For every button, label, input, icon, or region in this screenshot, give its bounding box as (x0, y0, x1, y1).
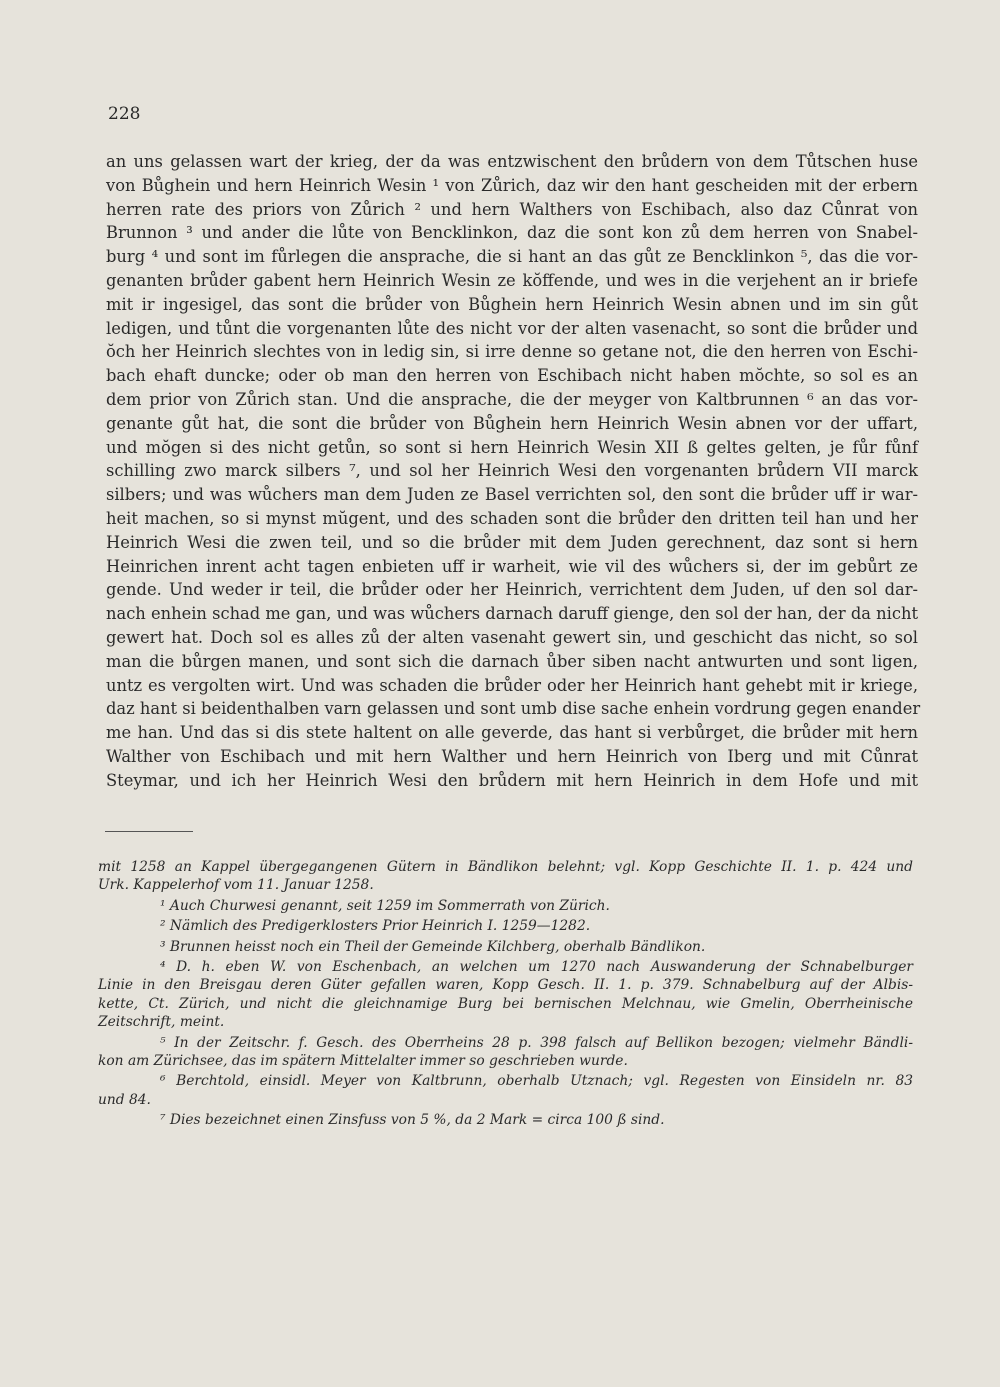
text-line: und mŏgen si des nicht getůn, so sont si hern Heinrich Wesin XII ß geltes gelten, je fůr fůnf (106, 437, 918, 457)
text-line: schilling zwo marck silbers ⁷, und sol her Heinrich Wesi den vorgenanten brůdern VII marck (106, 461, 918, 481)
text-line: silbers; und was wůchers man dem Juden ze Basel verrichten sol, den sont die brůder uff ir war- (106, 485, 918, 505)
text-line: heit machen, so si mynst mŭgent, und des schaden sont die brůder den dritten teil han und her (106, 508, 918, 528)
text-line: man die bůrgen manen, und sont sich die darnach ůber siben nacht antwurten und sont ligen, (106, 651, 918, 671)
footnote-fn-4d: Zeitschrift, meint. (98, 1014, 225, 1031)
text-line: von Bůghein und hern Heinrich Wesin ¹ von Zůrich, daz wir den hant gescheiden mit der erbern (106, 175, 918, 195)
text-line: mit ir ingesigel, das sont die brůder von Bůghein hern Heinrich Wesin abnen und im sin gůt (106, 294, 918, 314)
text-line: burg ⁴ und sont im fůrlegen die ansprache, die si hant an das gůt ze Bencklinkon ⁵, das die vor- (106, 247, 918, 267)
footnote-fn-7: ⁷ Dies bezeichnet einen Zinsfuss von 5 %, da 2 Mark = circa 100 ß sind. (160, 1112, 665, 1129)
text-line: genanten brůder gabent hern Heinrich Wesin ze kŏffende, und wes in die verjehent an ir briefe (106, 270, 918, 290)
page-number: 228 (108, 104, 141, 124)
footnote-fn-4b: Linie in den Breisgau deren Güter gefallen waren, Kopp Gesch. II. 1. p. 379. Schnabelburg auf der Albis- (98, 977, 913, 994)
footnote-fn-6a: ⁶ Berchtold, einsidl. Meyer von Kaltbrunn, oberhalb Utznach; vgl. Regesten von Einsideln nr. 83 (160, 1073, 913, 1090)
footnotes-block (98, 858, 913, 1130)
footnote-fn-2: ² Nämlich des Predigerklosters Prior Heinrich I. 1259—1282. (160, 918, 591, 935)
text-line: Heinrich Wesi die zwen teil, und so die brůder mit dem Juden gerechnent, daz sont si hern (106, 532, 918, 552)
text-line: nach enhein schad me gan, und was wůchers darnach daruff gienge, den sol der han, der da nicht (106, 604, 918, 624)
main-text-block (106, 150, 921, 793)
footnote-fn-5a: ⁵ In der Zeitschr. f. Gesch. des Oberrheins 28 p. 398 falsch auf Bellikon bezogen; vielmehr Bändli- (160, 1034, 913, 1051)
footnote-fn-5b: kon am Zürichsee, das im spätern Mittelalter immer so geschrieben wurde. (98, 1053, 628, 1070)
text-line: bach ehaft duncke; oder ob man den herren von Eschibach nicht haben mŏchte, so sol es an (106, 366, 918, 386)
text-line: Brunnon ³ und ander die lůte von Bencklinkon, daz die sont kon zů dem herren von Snabel- (106, 223, 918, 243)
text-line: gende. Und weder ir teil, die brůder oder her Heinrich, verrichtent dem Juden, uf den sol dar- (106, 580, 918, 600)
text-line: an uns gelassen wart der krieg, der da was entzwischent den brůdern von dem Tůtschen huse (106, 152, 918, 171)
text-line: genante gůt hat, die sont die brůder von Bůghein hern Heinrich Wesin abnen vor der uffart, (106, 413, 918, 433)
text-line: Walther von Eschibach und mit hern Walther und hern Heinrich von Iberg und mit Cůnrat (106, 746, 918, 766)
text-line: ŏch her Heinrich slechtes von in ledig sin, si irre denne so getane not, die den herren von Eschi- (106, 342, 918, 362)
text-line: herren rate des priors von Zůrich ² und hern Walthers von Eschibach, also daz Cůnrat von (106, 199, 918, 219)
footnote-fn-cont-2: Urk. Kappelerhof vom 11. Januar 1258. (98, 877, 374, 894)
footnote-fn-1: ¹ Auch Churwesi genannt, seit 1259 im Sommerrath von Zürich. (160, 897, 610, 914)
footnote-separator (105, 831, 193, 832)
text-line: ledigen, und tůnt die vorgenanten lůte des nicht vor der alten vasenacht, so sont die brůder und (106, 318, 918, 338)
text-line: daz hant si beidenthalben varn gelassen und sont umb dise sache enhein vordrung gegen enander (106, 699, 921, 719)
text-line: Steymar, und ich her Heinrich Wesi den brůdern mit hern Heinrich in dem Hofe und mit (106, 770, 918, 790)
text-line: me han. Und das si dis stete haltent on alle geverde, das hant si verbůrget, die brůder mit hern (106, 723, 918, 743)
footnote-fn-4c: kette, Ct. Zürich, und nicht die gleichnamige Burg bei bernischen Melchnau, wie Gmelin, Oberrheinische (98, 995, 913, 1012)
footnote-fn-4a: ⁴ D. h. eben W. von Eschenbach, an welchen um 1270 nach Auswanderung der Schnabelburger (160, 959, 913, 976)
text-line: Heinrichen inrent acht tagen enbieten uff ir warheit, wie vil des wůchers si, der im gebůrt ze (106, 556, 918, 576)
text-line: gewert hat. Doch sol es alles zů der alten vasenaht gewert sin, und geschicht das nicht, so sol (106, 627, 918, 647)
text-line: dem prior von Zůrich stan. Und die ansprache, die der meyger von Kaltbrunnen ⁶ an das vor- (106, 389, 918, 409)
text-line: untz es vergolten wirt. Und was schaden die brůder oder her Heinrich hant gehebt mit ir kriege, (106, 675, 918, 695)
footnote-fn-cont-1: mit 1258 an Kappel übergegangenen Gütern in Bändlikon belehnt; vgl. Kopp Geschichte II. 1. p. 424 und (98, 859, 913, 875)
footnote-fn-6b: und 84. (98, 1091, 151, 1108)
footnote-fn-3: ³ Brunnen heisst noch ein Theil der Gemeinde Kilchberg, oberhalb Bändlikon. (160, 938, 706, 955)
